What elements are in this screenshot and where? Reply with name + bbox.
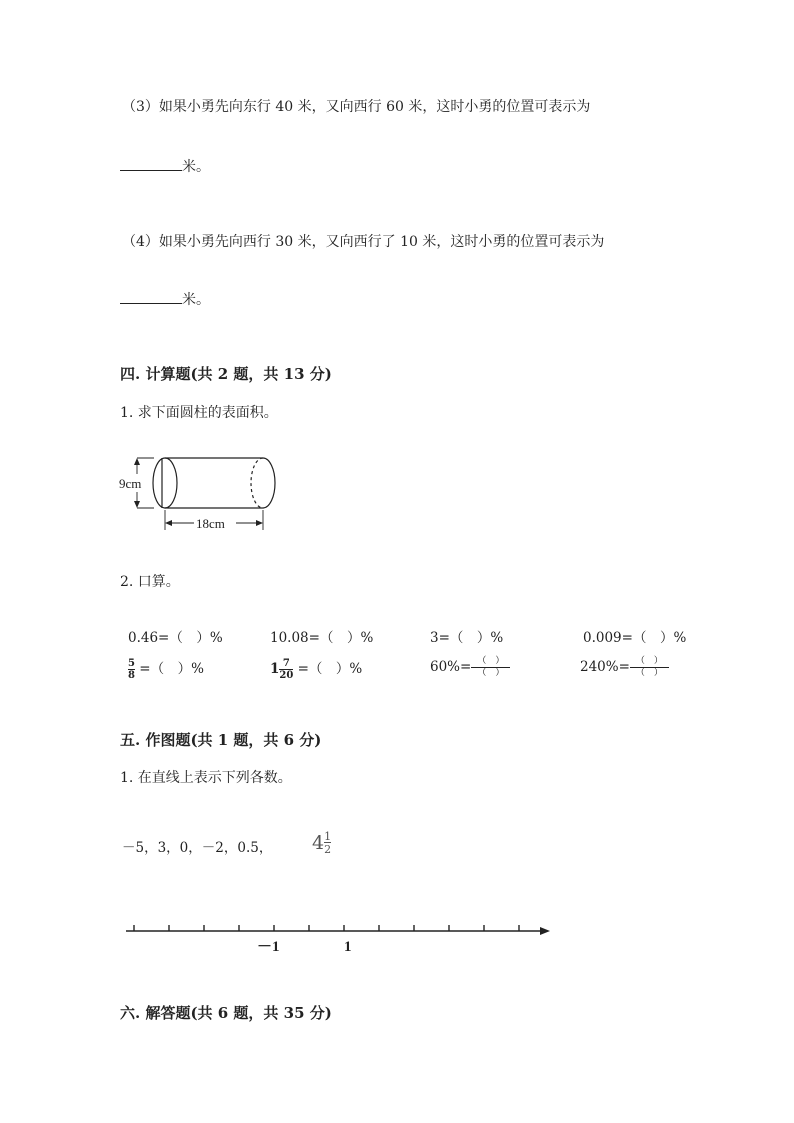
tick-label-neg-one: －1 bbox=[257, 939, 280, 955]
oral-item-8: 240%= （ ） （ ） bbox=[580, 657, 669, 678]
oral-item-5: $\frac{5}{8}$ =（ ）% bbox=[128, 657, 204, 681]
oral-item-7: 60%= （ ） （ ） bbox=[430, 657, 510, 678]
answer-blank[interactable] bbox=[120, 289, 182, 304]
answer-fraction[interactable]: （ ） （ ） bbox=[471, 657, 510, 678]
tick-label-one: 1 bbox=[344, 939, 352, 955]
section-4-heading: 四. 计算题(共 2 题，共 13 分) bbox=[120, 365, 332, 383]
answer-blank[interactable] bbox=[120, 156, 182, 171]
section-5-question-1: 1. 在直线上表示下列各数。 bbox=[120, 770, 292, 786]
cylinder-figure bbox=[118, 450, 288, 535]
cylinder-right-back-arc bbox=[251, 458, 263, 508]
arrow-up bbox=[134, 458, 140, 465]
unit-label: 米。 bbox=[182, 292, 210, 308]
cylinder-left-face bbox=[153, 458, 177, 508]
cylinder-right-front-arc bbox=[263, 458, 275, 508]
question-3-answer bbox=[120, 156, 210, 176]
question-3-text: （3）如果小勇先向东行 40 米，又向西行 60 米，这时小勇的位置可表示为 bbox=[122, 99, 591, 115]
oral-item-4: 0.009=（ ）% bbox=[583, 630, 687, 646]
fraction-seven-twentieths: $\frac{7}{20}$ bbox=[279, 657, 294, 681]
arrow-down bbox=[134, 501, 140, 508]
number-line[interactable] bbox=[120, 918, 560, 958]
section-4-question-1: 1. 求下面圆柱的表面积。 bbox=[120, 405, 278, 421]
arrow-left bbox=[165, 520, 172, 526]
answer-fraction[interactable]: （ ） （ ） bbox=[630, 657, 669, 678]
oral-item-1: 0.46=（ ）% bbox=[128, 630, 223, 646]
fraction-five-eighths: $\frac{5}{8}$ bbox=[128, 657, 135, 681]
section-5-heading: 五. 作图题(共 1 题，共 6 分) bbox=[120, 731, 322, 749]
unit-label: 米。 bbox=[182, 159, 210, 175]
section-6-heading: 六. 解答题(共 6 题，共 35 分) bbox=[120, 1004, 332, 1022]
section-4-question-2: 2. 口算。 bbox=[120, 574, 180, 590]
question-4-answer bbox=[120, 289, 210, 309]
oral-item-3: 3=（ ）% bbox=[430, 630, 504, 646]
oral-item-2: 10.08=（ ）% bbox=[270, 630, 374, 646]
height-label: 9cm bbox=[119, 476, 142, 491]
length-label: 18cm bbox=[196, 516, 225, 531]
number-line-arrow bbox=[540, 927, 550, 935]
arrow-right bbox=[256, 520, 263, 526]
numbers-to-plot: －5，3，0，－2，0.5， bbox=[122, 840, 273, 856]
mixed-number: 4 $\frac{1}{2}$ bbox=[312, 830, 332, 856]
question-4-text: （4）如果小勇先向西行 30 米，又向西行了 10 米，这时小勇的位置可表示为 bbox=[122, 234, 605, 250]
oral-item-6: 1 $\frac{7}{20}$ =（ ）% bbox=[270, 657, 363, 681]
